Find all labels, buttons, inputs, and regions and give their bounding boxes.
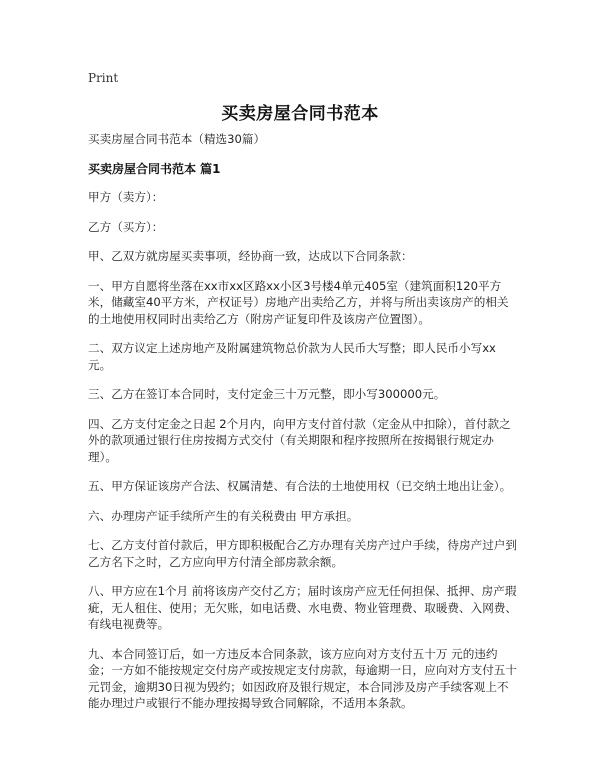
clause-2: 二、双方议定上述房地产及附属建筑物总价款为人民币大写整；即人民币小写xx元。 [88,341,496,372]
clause-8: 八、甲方应在1个月 前将该房产交付乙方；届时该房产应无任何担保、抵押、房产瑕疵，无人租住、使用；无欠账，如电话费、水电费、物业管理费、取暖费、入网费、有线电视费等。 [88,584,517,631]
document-body [88,131,518,725]
contract-intro: 甲、乙双方就房屋买卖事项，经协商一致，达成以下合同条款： [88,249,413,263]
clause-5: 五、甲方保证该房产合法、权属清楚、有合法的土地使用权（已交纳土地出让金）。 [88,479,512,493]
party-b-line: 乙方（买方）： [88,219,164,234]
party-a-line: 甲方（卖方）： [88,190,164,204]
clause-9: 九、本合同签订后，如一方违反本合同条款，该方应向对方支付五十万 元的违约金；一方如不能按规定交付房产或按规定支付房款，每逾期一日，应向对方支付五十元罚金，逾期30日视为毁约；如因政府及银行规定，本合同涉及房产手续客观上不能办理过户或银行不能办理按揭导致合同解除，不适用本条款。 [88,646,517,710]
clause-6: 六、办理房产证手续所产生的有关税费由 甲方承担。 [88,508,359,523]
section-heading: 买卖房屋合同书范本 篇1 [88,161,221,176]
print-link[interactable]: Print [88,71,119,85]
document-subtitle: 买卖房屋合同书范本（精选30篇） [88,132,266,146]
clause-4: 四、乙方支付定金之日起 2个月内，向甲方支付首付款（定金从中扣除），首付款之外的款项通过银行住房按揭方式交付（有关期限和程序按照所在按揭银行规定办理）。 [88,416,511,464]
clause-1: 一、甲方自愿将坐落在xx市xx区路xx小区3号楼4单元405室（建筑面积120平方米，储藏室40平方米，产权证号）房地产出卖给乙方，并将与所出卖该房产的相关的土地使用权同时出卖给乙方（附房产证复印件及该房产位置图）。 [88,278,509,326]
document-title: 买卖房屋合同书范本 [221,104,379,124]
clause-3: 三、乙方在签订本合同时，支付定金三十万元整，即小写300000元。 [88,387,446,401]
clause-7: 七、乙方支付首付款后，甲方即积极配合乙方办理有关房产过户手续，待房产过户到乙方名下之时，乙方应向甲方付清全部房款余额。 [88,538,517,569]
